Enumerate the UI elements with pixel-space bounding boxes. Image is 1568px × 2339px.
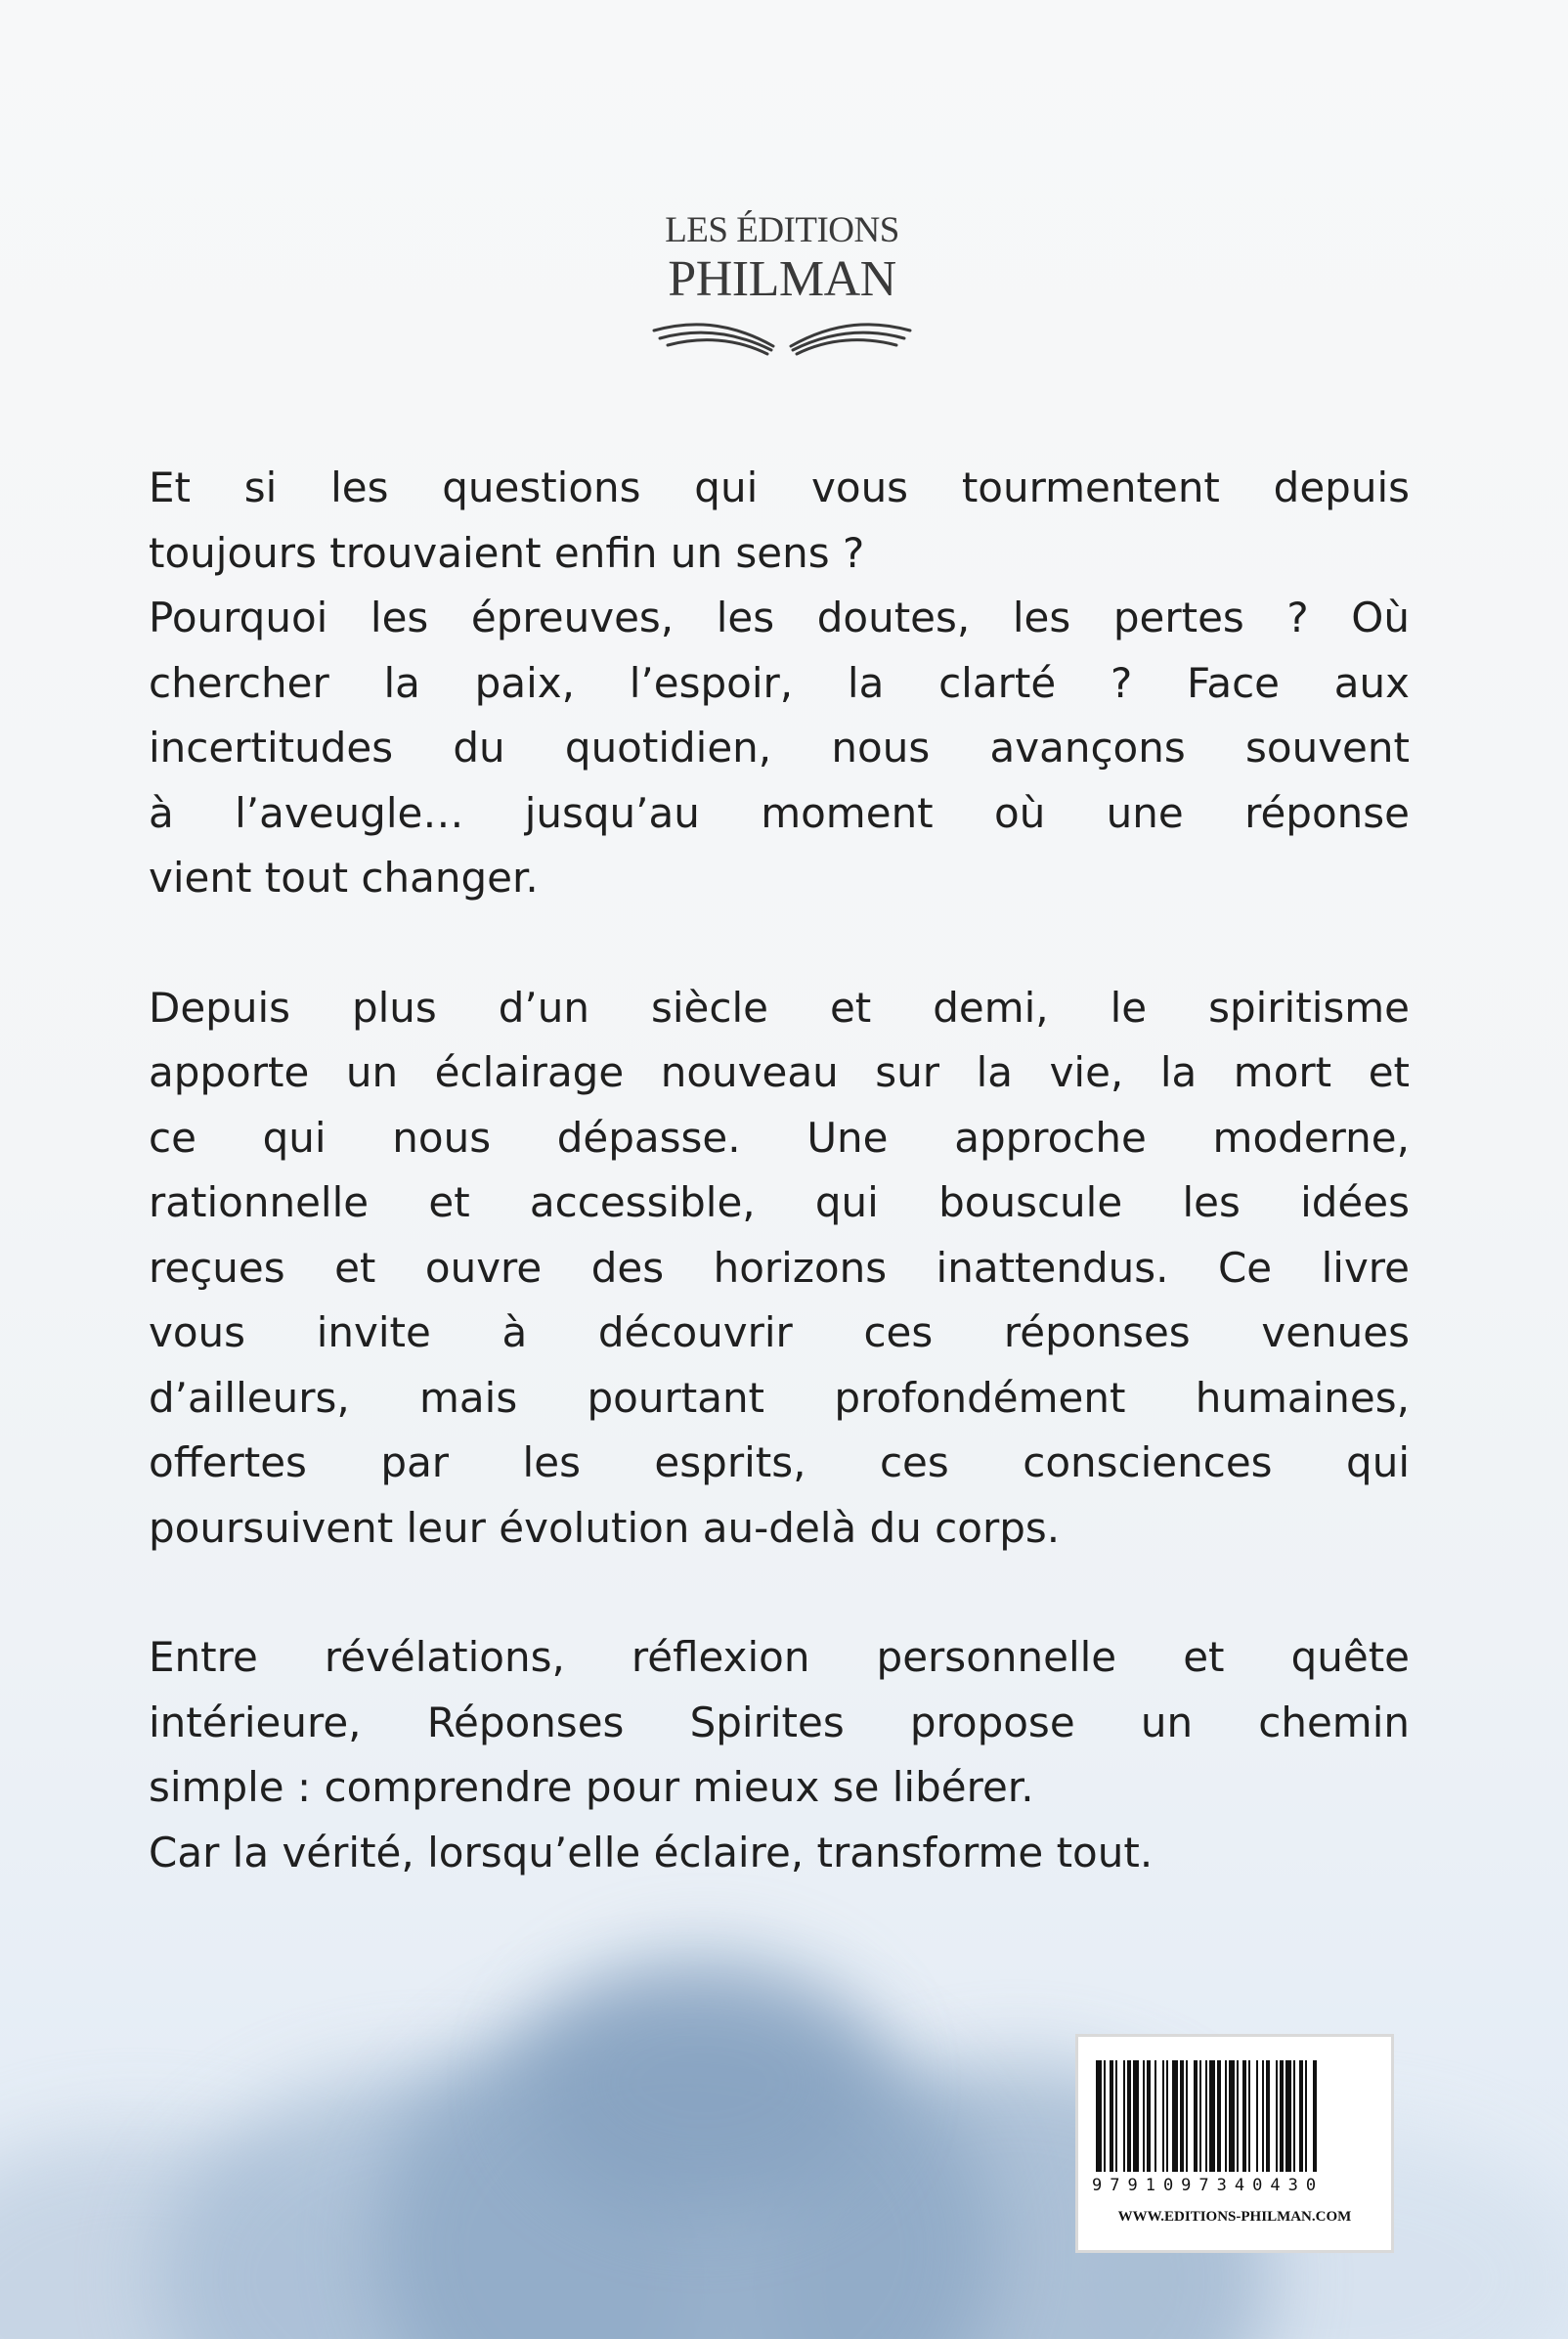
blurb-paragraph-2 bbox=[149, 976, 1410, 1562]
blurb-line: toujours trouvaient enfin un sens ? bbox=[149, 528, 865, 577]
publisher-website: WWW.EDITIONS-PHILMAN.COM bbox=[1117, 2209, 1352, 2225]
blurb-line: poursuivent leur évolution au-delà du corps. bbox=[149, 1503, 1061, 1552]
blurb-line: Car la vérité, lorsqu’elle éclaire, transforme tout. bbox=[149, 1828, 1154, 1876]
blurb-line: vient tout changer. bbox=[149, 854, 539, 902]
blurb-line: ce qui nous dépasse. Une approche moderne, bbox=[149, 1113, 1410, 1162]
isbn-digits: 9791097340430 bbox=[1092, 2176, 1325, 2195]
publisher-logo-line1: LES ÉDITIONS bbox=[665, 210, 899, 250]
publisher-logo bbox=[626, 209, 938, 358]
blurb-paragraph-3 bbox=[149, 1625, 1410, 1885]
blurb-line: rationnelle et accessible, qui bouscule les idées bbox=[149, 1178, 1410, 1226]
blurb-line: à l’aveugle… jusqu’au moment où une réponse bbox=[149, 788, 1410, 837]
publisher-logo-line2: PHILMAN bbox=[668, 251, 896, 307]
barcode-icon bbox=[1094, 2060, 1377, 2176]
blurb-line: simple : comprendre pour mieux se libérer. bbox=[149, 1763, 1034, 1811]
blurb-line: chercher la paix, l’espoir, la clarté ? Face aux bbox=[149, 658, 1410, 707]
waves-icon bbox=[650, 313, 914, 358]
blurb-line: Et si les questions qui vous tourmentent depuis bbox=[149, 463, 1410, 511]
blurb-line: Depuis plus d’un siècle et demi, le spiritisme bbox=[149, 983, 1410, 1032]
blurb-line: apporte un éclairage nouveau sur la vie, la mort et bbox=[149, 1048, 1410, 1096]
blurb-line: vous invite à découvrir ces réponses venues bbox=[149, 1308, 1410, 1356]
blurb-line: offertes par les esprits, ces consciences qui bbox=[149, 1438, 1410, 1486]
cloud-shape bbox=[528, 1956, 880, 2210]
blurb-line: Entre révélations, réflexion personnelle et quête bbox=[149, 1633, 1410, 1681]
blurb-line: incertitudes du quotidien, nous avançons souvent bbox=[149, 724, 1410, 772]
blurb-line: reçues et ouvre des horizons inattendus. Ce livre bbox=[149, 1243, 1410, 1292]
blurb-line: d’ailleurs, mais pourtant profondément humaines, bbox=[149, 1373, 1410, 1422]
paragraph-gap bbox=[149, 1561, 1410, 1625]
blurb-line: intérieure, Réponses Spirites propose un chemin bbox=[149, 1698, 1410, 1746]
paragraph-gap bbox=[149, 911, 1410, 976]
blurb-line: Pourquoi les épreuves, les doutes, les pertes ? Où bbox=[149, 594, 1410, 641]
back-cover-blurb bbox=[149, 456, 1410, 1885]
blurb-paragraph-1 bbox=[149, 456, 1410, 911]
barcode-sticker bbox=[1075, 2034, 1394, 2253]
